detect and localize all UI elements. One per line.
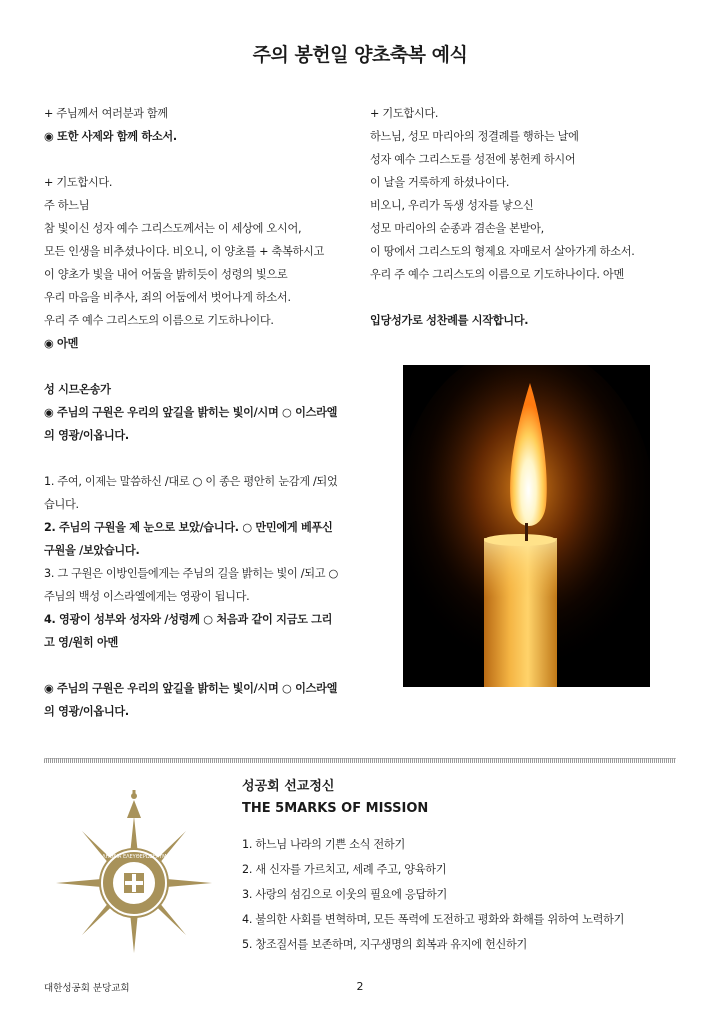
mission-item: 2. 새 신자를 가르치고, 세례 주고, 양육하기 <box>242 863 447 876</box>
mission-heading-ko: 성공회 선교정신 <box>242 779 335 794</box>
text-line: 이 양초가 빛을 내어 어둠을 밝히듯이 성령의 빛으로 <box>44 268 288 281</box>
text-line: 의 영광/이옵니다. <box>44 429 129 442</box>
text-line: ◉ 아멘 <box>44 337 79 350</box>
text-line: ◉ 또한 사제와 함께 하소서. <box>44 130 177 143</box>
text-line: 습니다. <box>44 498 79 511</box>
text-line: + 주님께서 여러분과 함께 <box>44 107 168 120</box>
footer-church-name: 대한성공회 분당교회 <box>44 983 130 994</box>
text-line: + 기도합시다. <box>44 176 113 189</box>
blank-line <box>44 355 362 378</box>
blank-line <box>44 148 362 171</box>
text-line: 비오니, 우리가 독생 성자를 낳으신 <box>370 199 534 212</box>
text-line: + 기도합시다. <box>370 107 439 120</box>
mission-item: 1. 하느님 나라의 기쁜 소식 전하기 <box>242 838 405 851</box>
blank-line <box>370 286 690 309</box>
section-divider <box>44 758 676 763</box>
mission-heading-en: THE 5MARKS OF MISSION <box>242 801 429 816</box>
text-line: 이 땅에서 그리스도의 형제요 자매로서 살아가게 하소서. <box>370 245 635 258</box>
text-line: 의 영광/이옵니다. <box>44 705 129 718</box>
text-line: 주 하느님 <box>44 199 90 212</box>
mission-item: 5. 창조질서를 보존하며, 지구생명의 회복과 유지에 헌신하기 <box>242 938 528 951</box>
text-line: 하느님, 성모 마리아의 정결례를 행하는 날에 <box>370 130 579 143</box>
text-line: 우리 주 예수 그리스도의 이름으로 기도하나이다. 아멘 <box>370 268 624 281</box>
mission-section <box>242 776 682 957</box>
text-line: ◉ 주님의 구원은 우리의 앞길을 밝히는 빛이/시며 ○ 이스라엘 <box>44 406 338 419</box>
right-column <box>370 102 690 332</box>
text-line: 입당성가로 성찬례를 시작합니다. <box>370 314 529 327</box>
text-line: ◉ 주님의 구원은 우리의 앞길을 밝히는 빛이/시며 ○ 이스라엘 <box>44 682 338 695</box>
text-line: 참 빛이신 성자 예수 그리스도께서는 이 세상에 오시어, <box>44 222 302 235</box>
text-line: 1. 주여, 이제는 말씀하신 /대로 ○ 이 종은 평안히 눈감게 /되었 <box>44 475 338 488</box>
text-line: 4. 영광이 성부와 성자와 /성령께 ○ 처음과 같이 지금도 그리 <box>44 613 333 626</box>
text-line: 3. 그 구원은 이방인들에게는 주님의 길을 밝히는 빛이 /되고 ○ <box>44 567 338 580</box>
text-line: 고 영/원히 아멘 <box>44 636 119 649</box>
text-line: 성 시므온송가 <box>44 383 111 396</box>
text-line: 성자 예수 그리스도를 성전에 봉헌케 하시어 <box>370 153 576 166</box>
text-line: 구원을 /보았습니다. <box>44 544 140 557</box>
text-line: 성모 마리아의 순종과 겸손을 본받아, <box>370 222 544 235</box>
text-line: 우리 마음을 비추사, 죄의 어둠에서 벗어나게 하소서. <box>44 291 291 304</box>
text-line: 이 날을 거룩하게 하셨나이다. <box>370 176 510 189</box>
blank-line <box>44 654 362 677</box>
text-line: 모든 인생을 비추셨나이다. 비오니, 이 양초를 + 축복하시고 <box>44 245 325 258</box>
mission-item: 4. 불의한 사회를 변혁하며, 모든 폭력에 도전하고 평화와 화해를 위하여 노력하기 <box>242 913 625 926</box>
mission-item: 3. 사랑의 섬김으로 이웃의 필요에 응답하기 <box>242 888 447 901</box>
left-column <box>44 102 362 723</box>
text-line: 우리 주 예수 그리스도의 이름으로 기도하나이다. <box>44 314 274 327</box>
anglican-compass-rose-logo <box>54 788 214 958</box>
candle-image <box>403 365 650 687</box>
compass-rose-icon <box>54 788 214 958</box>
page-number: 2 <box>356 980 364 993</box>
text-line: 주님의 백성 이스라엘에게는 영광이 됩니다. <box>44 590 250 603</box>
logo-motto: ΗΑΛΗΘΕΙΑ ΕΛΕΥΘΕΡΩΣΕΙ ΥΜΑΣ <box>95 854 173 860</box>
candle-photo <box>403 365 650 687</box>
page-title: 주의 봉헌일 양초축복 예식 <box>252 44 468 66</box>
text-line: 2. 주님의 구원을 제 눈으로 보았/습니다. ○ 만민에게 베푸신 <box>44 521 333 534</box>
blank-line <box>44 447 362 470</box>
